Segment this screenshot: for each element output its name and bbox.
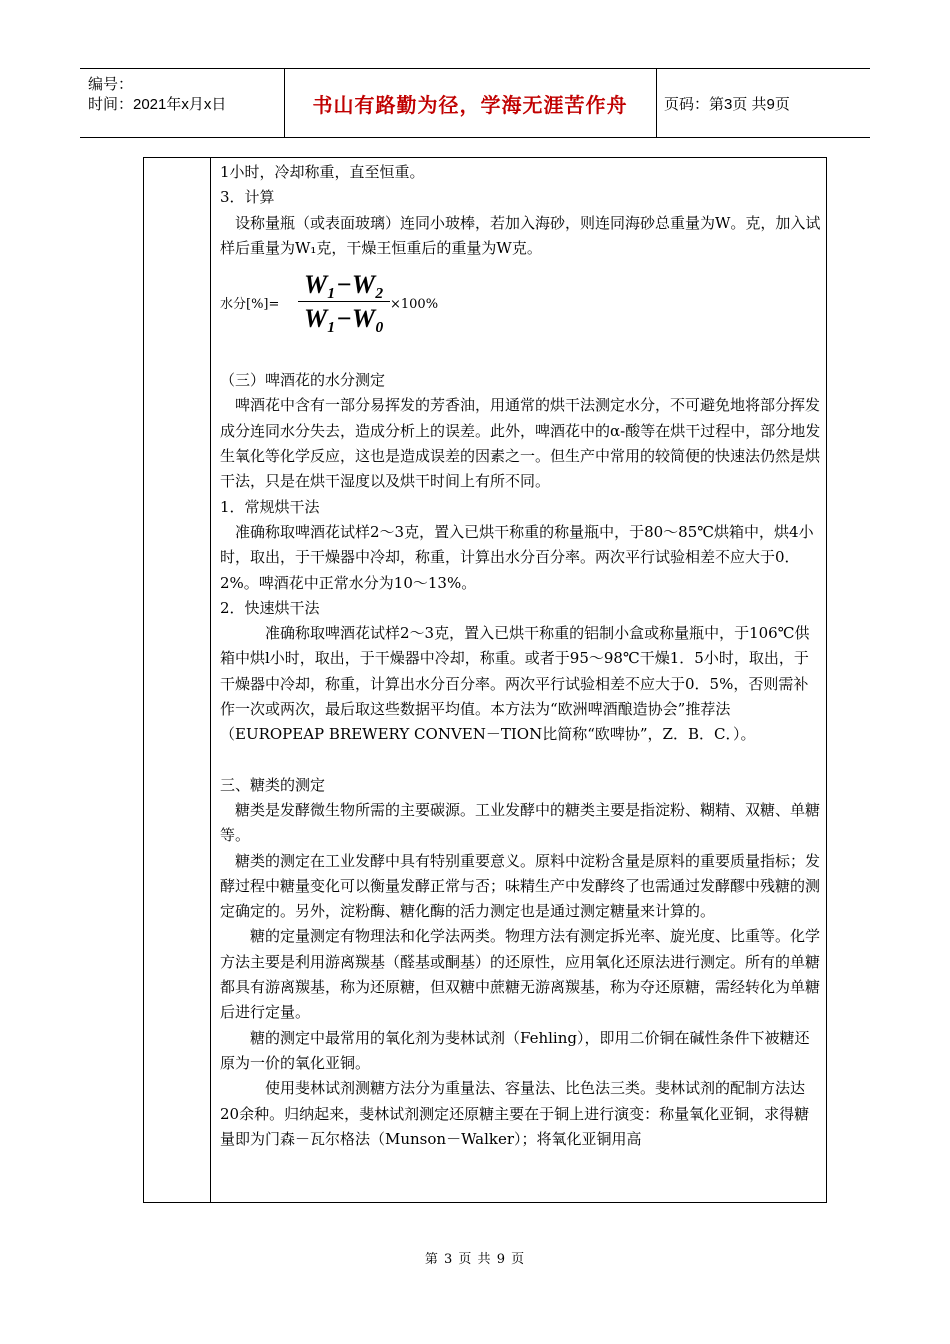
paragraph: 使用斐林试剂测糖方法分为重量法、容量法、比色法三类。斐林试剂的配制方法达20余种。归纳起来，斐林试剂测定还原糖主要在于铜上进行演变：称量氧化亚铜，求得糖量即为门森－瓦尔格法（Munson－Walker）；将氧化亚铜用高 [220,1079,810,1148]
page-footer: 第 3 页 共 9 页 [424,1252,526,1267]
content-table [143,157,827,1203]
section-heading: 2．快速烘干法 [220,598,320,617]
content-cell [220,160,822,1152]
blank-line [220,748,822,773]
formula-fraction [298,270,390,334]
document-time-label: 时间：2021年x月x日 [88,96,227,113]
paragraph: 准确称取啤酒花试样2～3克，置入已烘干称重的铝制小盒或称量瓶中，于106℃供箱中烘l小时，取出，于干燥器中冷却，称重。或者于95～98℃干燥1．5小时，取出，于干燥器中冷却，称重，计算出水分百分率。两次平行试验相差不应大于0．5%，否则需补作一次或两次，最后取这些数据平均值。本方法为“欧洲啤酒酿造协会”推荐法（EUROPEAP BREWERY CONVEN－TION比简称“欧啤协”，Z．B．C．）。 [220,624,810,744]
paragraph: 糖的测定中最常用的氧化剂为斐林试剂（Fehling），即用二价铜在碱性条件下被糖还原为一价的氧化亚铜。 [220,1028,810,1072]
fraction-bar [298,301,390,302]
header-divider [656,69,657,137]
section-heading: 1．常规烘干法 [220,497,320,516]
header-meta [88,75,226,115]
header-page-label: 页码：第3页 共9页 [664,96,790,113]
header-motto: 书山有路勤为径，学海无涯苦作舟 [312,92,628,117]
table-column-divider [210,158,211,1202]
section-heading: （三）啤酒花的水分测定 [220,371,386,390]
document-number-label: 编号： [88,76,134,93]
section-heading: 三、糖类的测定 [220,775,326,794]
moisture-formula [220,264,822,354]
paragraph: 糖类是发酵微生物所需的主要碳源。工业发酵中的糖类主要是指淀粉、糊精、双糖、单糖等。 [220,800,821,845]
text-line: 1小时，冷却称重，直至恒重。 [220,163,425,181]
paragraph: 设称量瓶（或表面玻璃）连同小玻棒，若加入海砂，则连同海砂总重量为W。克，加入试样后重量为W₁克，干燥王恒重后的重量为W克。 [220,213,821,257]
formula-label: 水分[%]= [220,297,280,313]
paragraph: 准确称取啤酒花试样2～3克，置入已烘干称重的称量瓶中，于80～85℃烘箱中，烘4小时，取出，于干燥器中冷却，称重，计算出水分百分率。两次平行试验相差不应大于0．2%。啤酒花中正常水分为10～13%。 [220,522,814,592]
formula-multiplier: ×100% [390,297,439,313]
paragraph: 糖类的测定在工业发酵中具有特别重要意义。原料中淀粉含量是原料的重要质量指标；发酵过程中糖量变化可以衡量发酵正常与否；味精生产中发酵终了也需通过发酵醪中残糖的测定确定的。另外，淀粉酶、糖化酶的活力测定也是通过测定糖量来计算的。 [220,851,821,921]
formula-denominator: W₁−W₀ [303,304,385,334]
paragraph: 啤酒花中含有一部分易挥发的芳香油，用通常的烘干法测定水分，不可避免地将部分挥发成分连同水分失去，造成分析上的误差。此外，啤酒花中的α-酸等在烘干过程中，部分地发生氧化等化学反应，这也是造成误差的因素之一。但生产中常用的较简便的快速法仍然是烘干法，只是在烘干湿度以及烘干时间上有所不同。 [220,396,821,491]
paragraph: 糖的定量测定有物理法和化学法两类。物理方法有测定拆光率、旋光度、比重等。化学方法主要是利用游离羰基（醛基或酮基）的还原性，应用氧化还原法进行测定。所有的单糖都具有游离羰基，称为还原糖，但双糖中蔗糖无游离羰基，称为夺还原糖，需经转化为单糖后进行定量。 [220,927,821,1022]
section-heading: 3．计算 [220,188,275,207]
formula-numerator: W₁−W₂ [303,270,385,300]
document-header [80,68,870,138]
